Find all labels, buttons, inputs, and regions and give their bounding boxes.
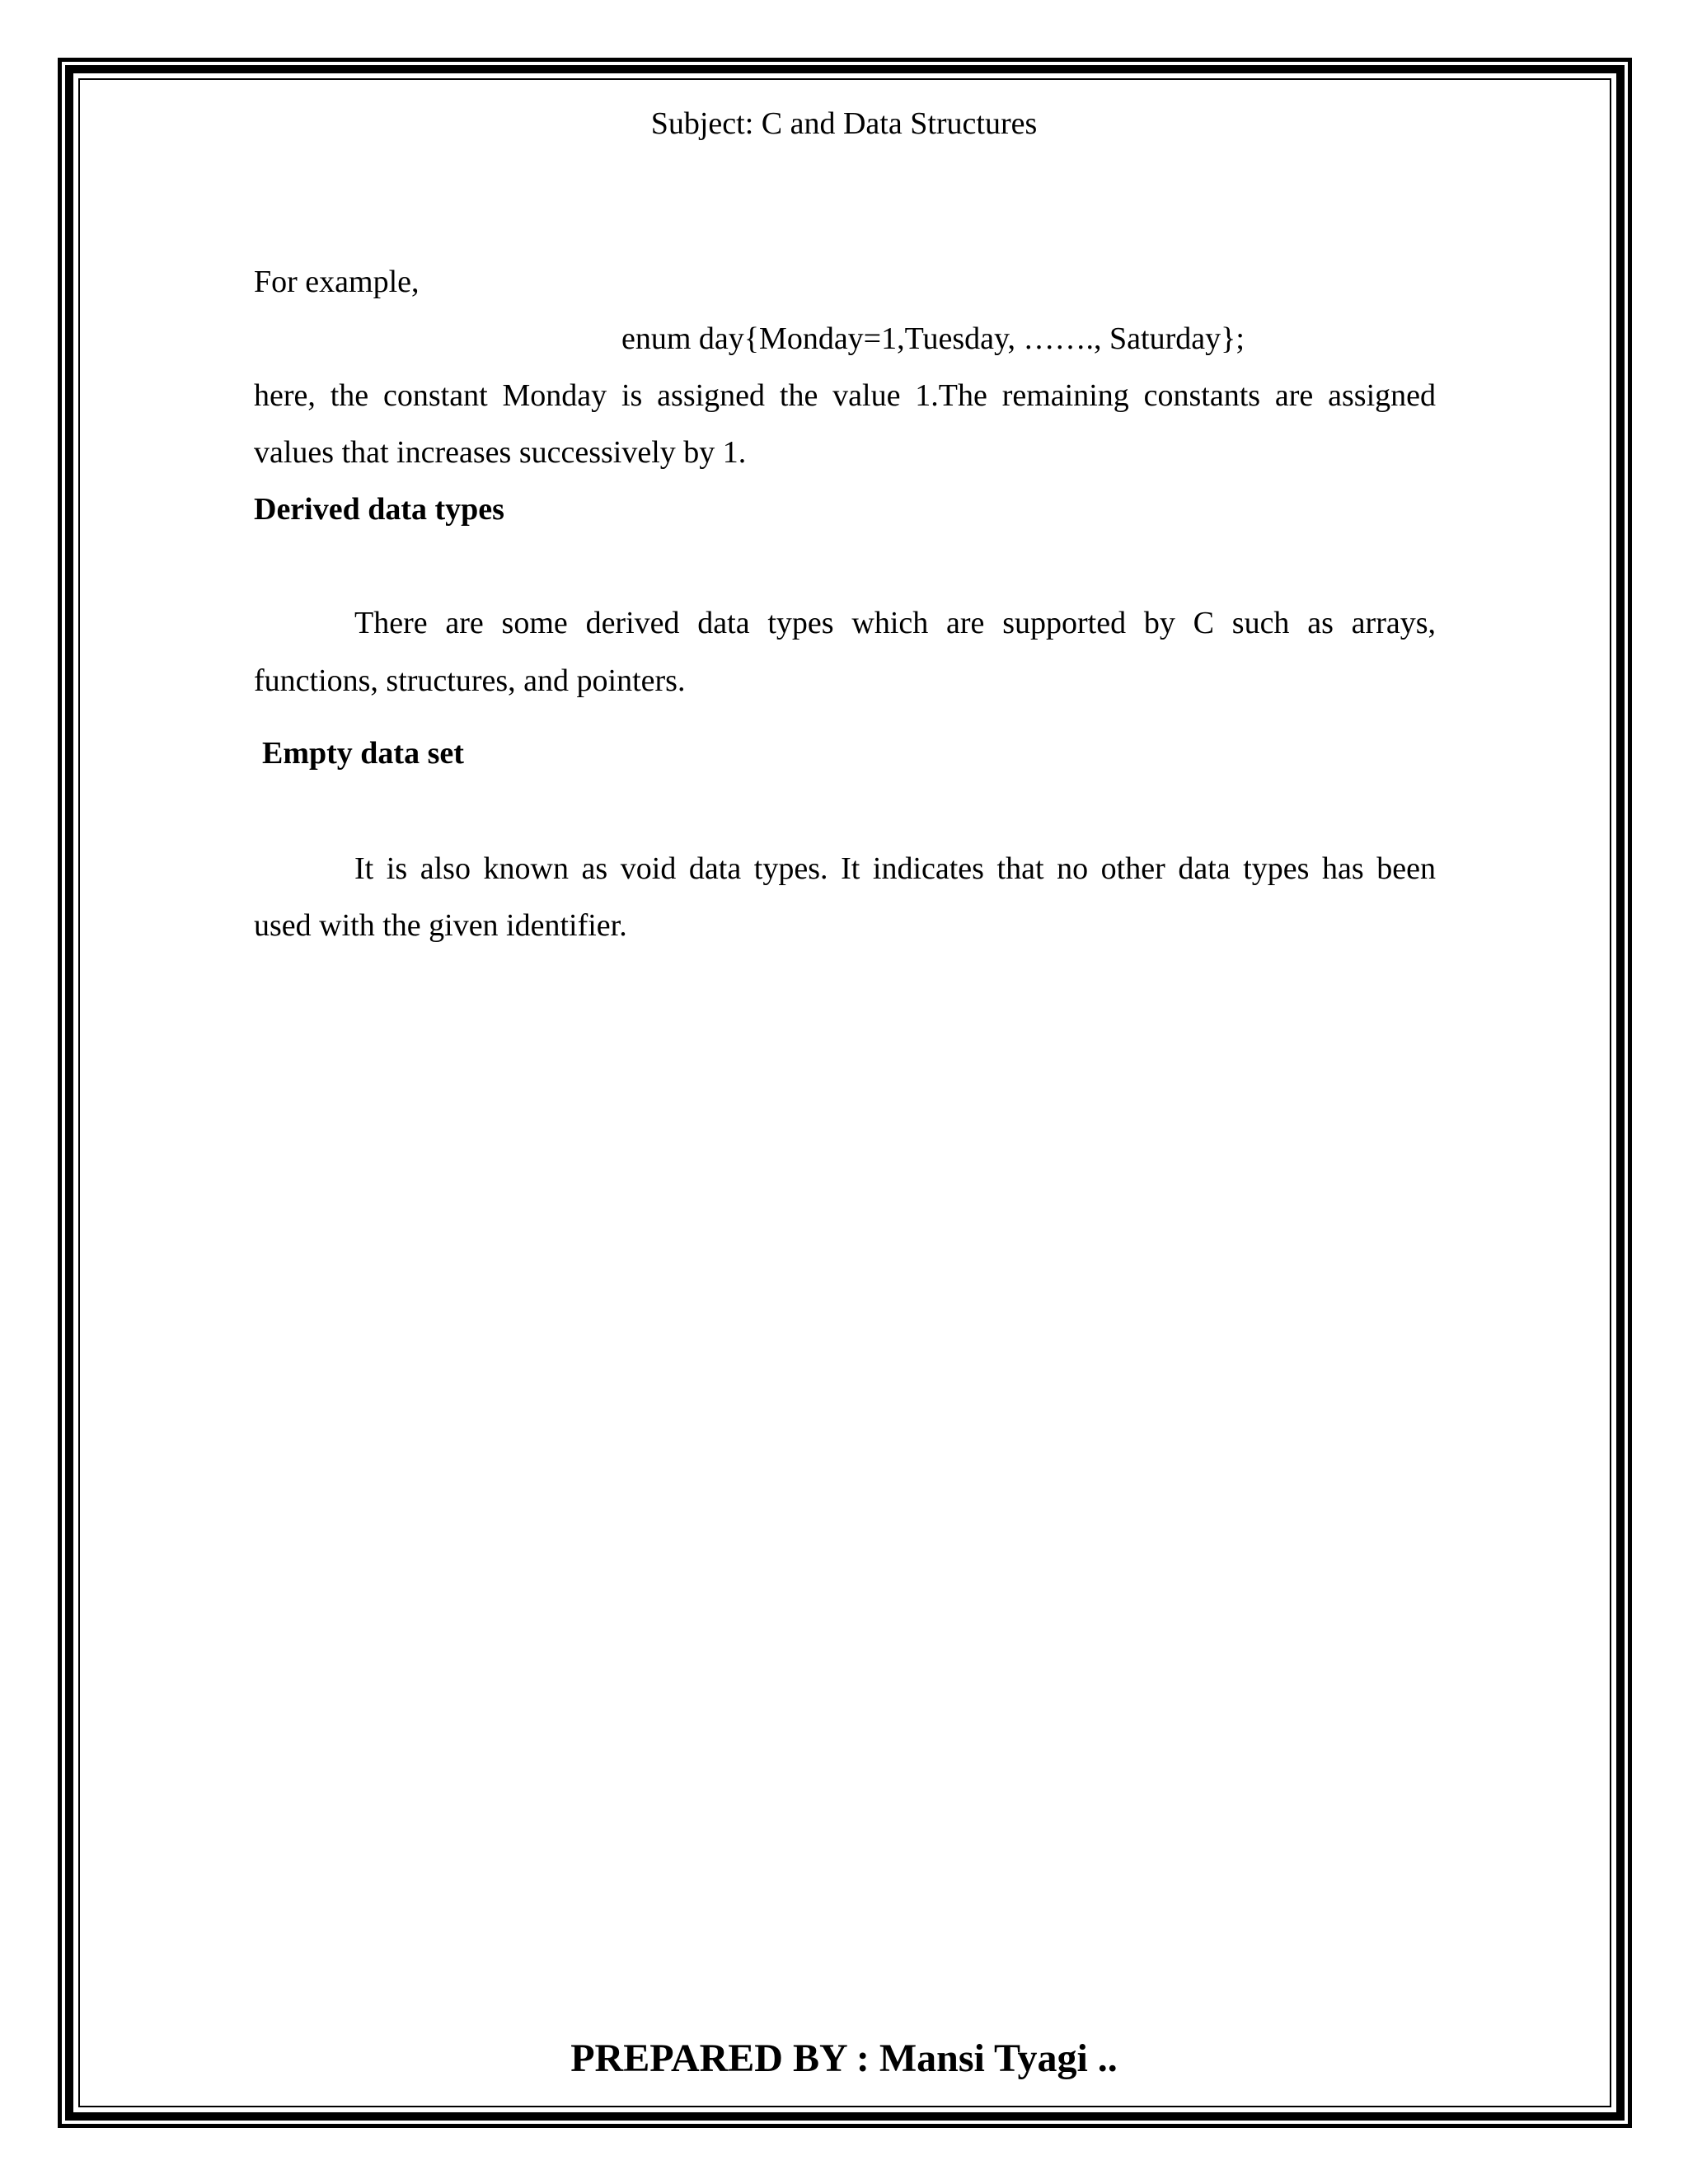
derived-paragraph-line-1: There are some derived data types which are supported by C such as arrays,	[354, 606, 1436, 640]
derived-paragraph-line-2: functions, structures, and pointers.	[254, 663, 686, 698]
prepared-by-footer: PREPARED BY : Mansi Tyagi ..	[570, 2036, 1118, 2080]
empty-data-set-heading: Empty data set	[262, 736, 464, 771]
enum-explanation-line-2: values that increases successively by 1.	[254, 435, 747, 470]
page-header-subject: Subject: C and Data Structures	[650, 106, 1038, 141]
example-intro: For example,	[254, 265, 420, 299]
empty-paragraph-line-2: used with the given identifier.	[254, 908, 627, 943]
derived-data-types-heading: Derived data types	[254, 492, 504, 527]
empty-paragraph-line-1: It is also known as void data types. It indicates that no other data types has been	[354, 851, 1436, 886]
enum-code-example: enum day{Monday=1,Tuesday, ……., Saturday};	[621, 321, 1245, 356]
enum-explanation-line-1: here, the constant Monday is assigned the value 1.The remaining constants are assigned	[254, 378, 1436, 413]
